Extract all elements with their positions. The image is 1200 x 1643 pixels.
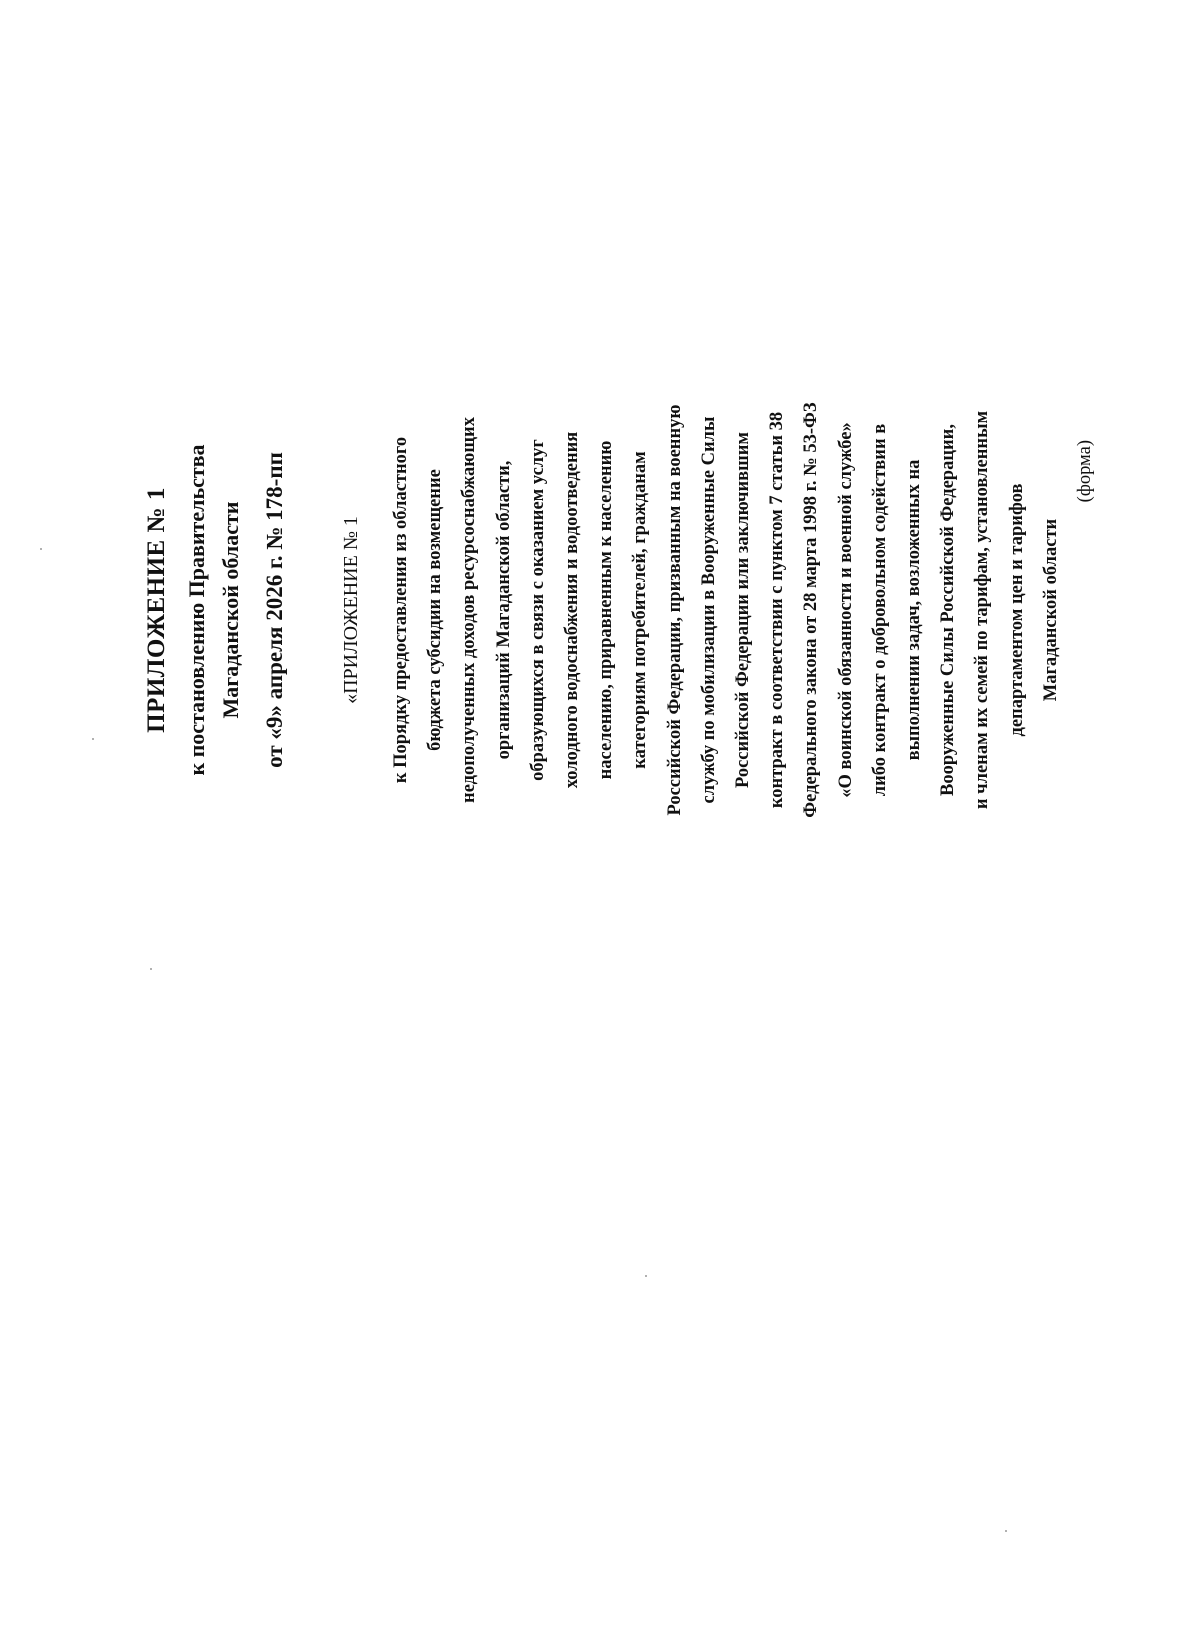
annex-line: бюджета субсидии на возмещение: [425, 469, 446, 751]
annex-title: «ПРИЛОЖЕНИЕ № 1: [340, 516, 362, 704]
annex-line: недополученных доходов ресурсоснабжающих: [459, 417, 480, 803]
page-title: ПРИЛОЖЕНИЕ № 1: [143, 487, 170, 733]
annex-line: либо контракт о добровольном содействии в: [869, 423, 890, 797]
annex-line: выполнении задач, возложенных на: [904, 459, 925, 761]
annex-line: Российской Федерации, призванным на военную: [664, 404, 685, 816]
header-date-line: от «9» апреля 2026 г. № 178-пп: [262, 452, 287, 768]
annex-line: службу по мобилизации в Вооруженные Силы: [698, 416, 719, 804]
header-line-2: Магаданской области: [218, 501, 243, 719]
annex-line: Федерального закона от 28 марта 1998 г. № 53-ФЗ: [801, 402, 822, 818]
annex-line: категориям потребителей, гражданам: [630, 451, 651, 769]
scan-speck: [1005, 1530, 1007, 1532]
rotated-text-block: [140, 200, 1102, 1020]
annex-line: к Порядку предоставления из областного: [391, 436, 411, 784]
scan-speck: [150, 968, 152, 970]
header-block: [140, 200, 292, 1020]
annex-line: «О воинской обязанности и военной службе»: [835, 422, 856, 798]
annex-line: Российской Федерации или заключившим: [733, 432, 754, 788]
annex-line: образующихся в связи с оказанием услуг: [527, 439, 548, 781]
header-line-1: к постановлению Правительства: [184, 444, 209, 776]
annex-line: организаций Магаданской области,: [493, 460, 514, 760]
form-label: (форма): [1075, 440, 1096, 503]
scan-speck: [645, 1275, 647, 1277]
annex-line: Магаданской области: [1040, 518, 1061, 702]
annex-line: контракт в соответствии с пунктом 7 статьи 38: [767, 411, 788, 809]
annex-block: [336, 200, 1102, 1020]
scan-speck: [40, 548, 42, 550]
scan-speck: [92, 738, 94, 740]
annex-line: холодного водоснабжения и водоотведения: [562, 431, 583, 789]
annex-line: департаментом цен и тарифов: [1006, 483, 1027, 737]
annex-line: и членам их семей по тарифам, установленным: [972, 410, 993, 810]
annex-line: Вооруженные Силы Российской Федерации,: [938, 424, 959, 796]
annex-line: населению, приравненным к населению: [596, 440, 617, 780]
